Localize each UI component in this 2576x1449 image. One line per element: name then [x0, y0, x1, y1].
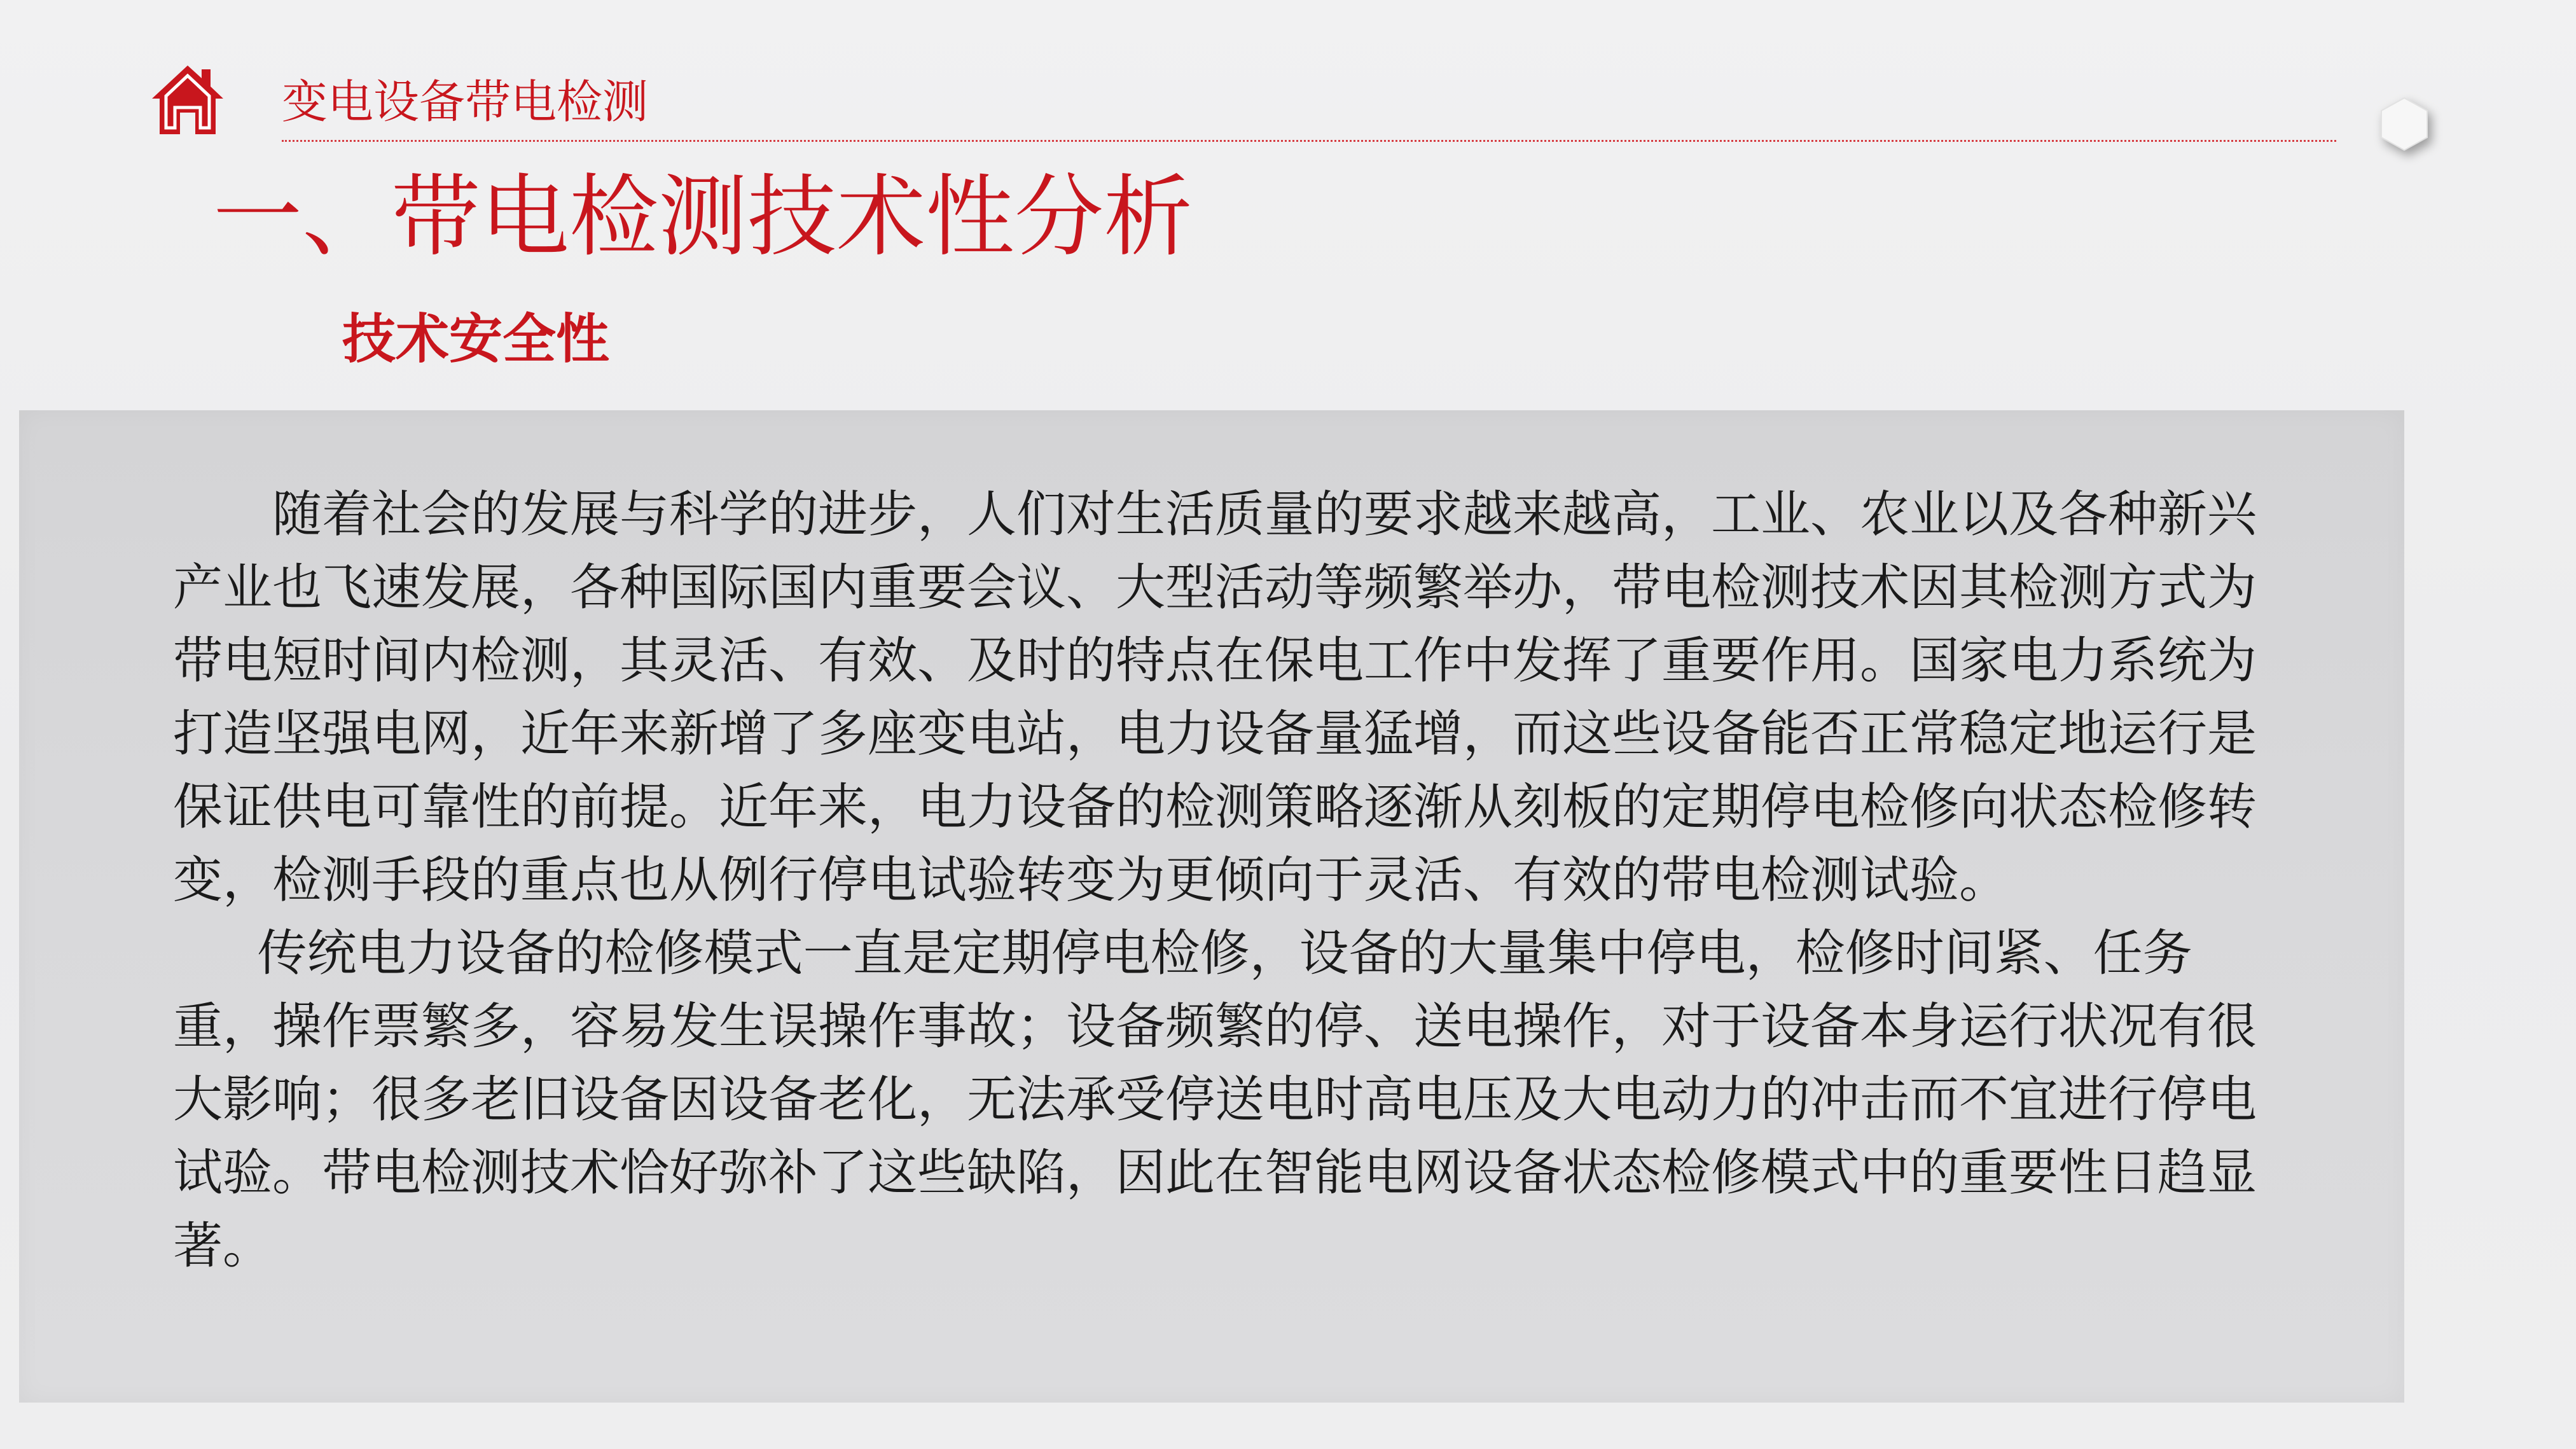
home-icon	[149, 62, 226, 138]
hexagon-icon	[2376, 95, 2433, 153]
paragraph: 随着社会的发展与科学的进步，人们对生活质量的要求越来越高，工业、农业以及各种新兴产业也飞速发展，各种国际国内重要会议、大型活动等频繁举办，带电检测技术因其检测方式为带电短时间内检测，其灵活、有效、及时的特点在保电工作中发挥了重要作用。国家电力系统为打造坚强电网，近年来新增了多座变电站，电力设备量猛增，而这些设备能否正常稳定地运行是保证供电可靠性的前提。近年来，电力设备的检测策略逐渐从刻板的定期停电检修向状态检修转变，检测手段的重点也从例行停电试验转变为更倾向于灵活、有效的带电检测试验。	[173, 486, 2257, 909]
body-text	[173, 478, 2291, 1283]
paragraph: 传统电力设备的检修模式一直是定期停电检修，设备的大量集中停电，检修时间紧、任务重，操作票繁多，容易发生误操作事故；设备频繁的停、送电操作，对于设备本身运行状况有很大影响；很多老旧设备因设备老化，无法承受停送电时高电压及大电动力的冲击而不宜进行停电试验。带电检测技术恰好弥补了这些缺陷，因此在智能电网设备状态检修模式中的重要性日趋显著。	[173, 925, 2257, 1275]
breadcrumb: 变电设备带电检测	[282, 75, 649, 128]
subsection-title: 技术安全性	[342, 308, 610, 370]
section-title: 一、带电检测技术性分析	[213, 165, 1193, 269]
header-divider	[282, 140, 2336, 142]
